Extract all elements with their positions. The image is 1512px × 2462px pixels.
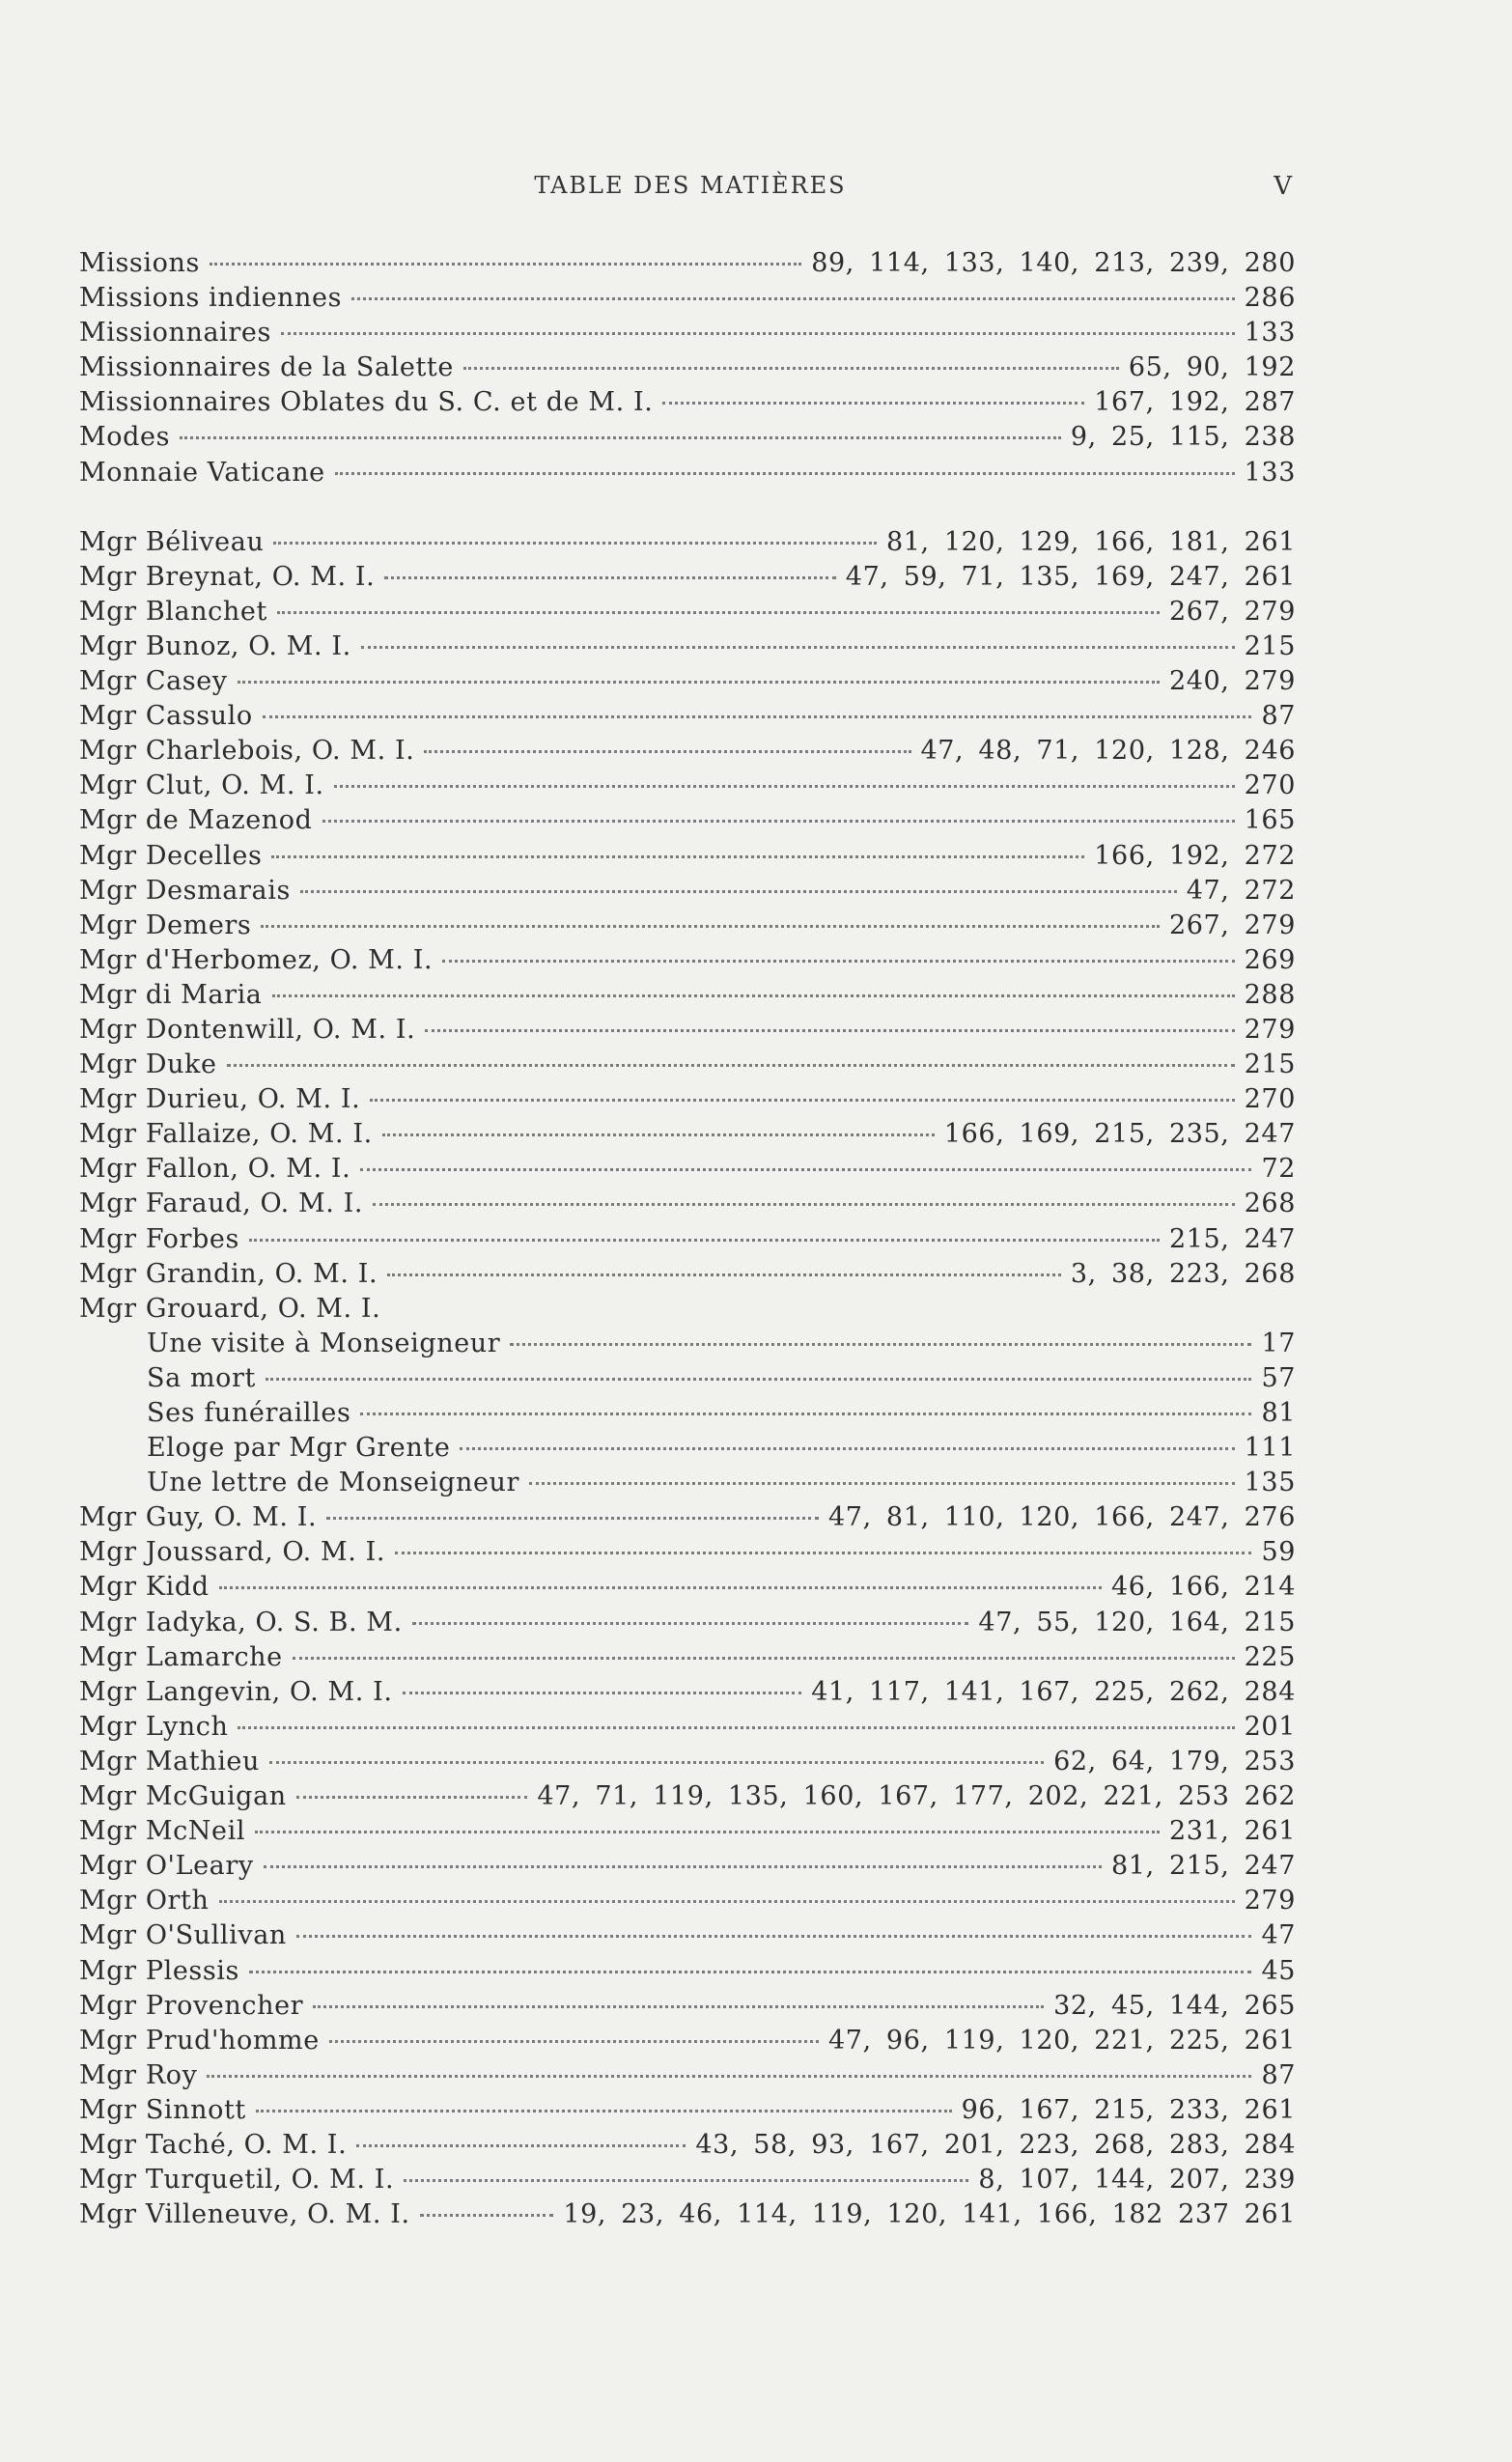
- toc-subentry: [79, 1396, 1296, 1431]
- entry-pages: 215, 247: [1168, 1223, 1296, 1254]
- entry-label: Une lettre de Monseigneur: [147, 1468, 520, 1498]
- entry-pages: 19, 23, 46, 114, 119, 120, 141, 166, 182 237 261: [563, 2199, 1296, 2230]
- dot-leader: [238, 681, 1160, 684]
- entry-pages: 59: [1261, 1537, 1296, 1568]
- entry-label: Mgr Bunoz, O. M. I.: [79, 630, 351, 661]
- entry-pages: 87: [1261, 2059, 1296, 2090]
- dot-leader: [360, 1168, 1251, 1171]
- dot-leader: [442, 960, 1234, 963]
- entry-pages: 231, 261: [1168, 1816, 1296, 1847]
- toc-entry: [79, 2163, 1296, 2197]
- entry-pages: 225: [1244, 1641, 1296, 1672]
- entry-pages: 81, 215, 247: [1111, 1851, 1296, 1882]
- toc-entry: [79, 1814, 1296, 1849]
- toc-entry: [79, 1570, 1296, 1605]
- toc-entry: [79, 525, 1296, 560]
- toc-entry: [79, 1606, 1296, 1640]
- dot-leader: [313, 2005, 1044, 2008]
- entry-pages: 3, 38, 223, 268: [1070, 1258, 1296, 1289]
- dot-leader: [404, 2179, 968, 2182]
- entry-label: Mgr Lynch: [79, 1711, 229, 1742]
- entry-pages: 62, 64, 179, 253: [1053, 1746, 1296, 1777]
- toc-entry: [79, 385, 1296, 420]
- toc-entry: [79, 2197, 1296, 2232]
- toc-entry: [79, 734, 1296, 769]
- toc-entry: [79, 2093, 1296, 2128]
- entry-label: Missions indiennes: [79, 283, 343, 314]
- toc-entry: [79, 420, 1296, 455]
- entry-label: Monnaie Vaticane: [79, 457, 325, 488]
- entry-pages: 269: [1244, 944, 1296, 975]
- dot-leader: [300, 890, 1177, 893]
- dot-leader: [249, 1239, 1160, 1242]
- entry-pages: 17: [1261, 1328, 1296, 1358]
- entry-label: Mgr Provencher: [79, 1990, 304, 2021]
- entry-label: Mgr Clut, O. M. I.: [79, 770, 324, 801]
- entry-label: Mgr Forbes: [79, 1223, 239, 1254]
- entry-pages: 45: [1261, 1955, 1296, 1986]
- dot-leader: [296, 1796, 528, 1799]
- dot-leader: [463, 367, 1119, 370]
- entry-label: Mgr Dontenwill, O. M. I.: [79, 1014, 416, 1045]
- entry-pages: 270: [1244, 770, 1296, 801]
- entry-pages: 47, 96, 119, 120, 221, 225, 261: [828, 2025, 1296, 2056]
- dot-leader: [256, 2110, 952, 2112]
- entry-pages: 215: [1244, 630, 1296, 661]
- dot-leader: [261, 925, 1160, 928]
- entry-pages: 32, 45, 144, 265: [1053, 1990, 1296, 2021]
- entry-pages: 167, 192, 287: [1094, 387, 1296, 418]
- toc-entry: [79, 2128, 1296, 2163]
- entry-pages: 267, 279: [1168, 596, 1296, 627]
- dot-leader: [326, 1517, 819, 1520]
- toc-entry: [79, 1918, 1296, 1953]
- entry-label: Missionnaires: [79, 318, 271, 349]
- toc-entry: [79, 874, 1296, 909]
- running-head: [77, 172, 1303, 205]
- entry-pages: 41, 117, 141, 167, 225, 262, 284: [811, 1676, 1296, 1707]
- dot-leader: [219, 1586, 1102, 1589]
- entry-pages: 135: [1244, 1468, 1296, 1498]
- entry-pages: 89, 114, 133, 140, 213, 239, 280: [811, 248, 1296, 278]
- entry-label: Mgr O'Sullivan: [79, 1920, 287, 1951]
- entry-pages: 240, 279: [1168, 666, 1296, 697]
- dot-leader: [277, 611, 1160, 614]
- dot-leader: [329, 2040, 819, 2043]
- entry-pages: 87: [1261, 701, 1296, 732]
- dot-leader: [356, 2144, 686, 2147]
- dot-leader: [180, 436, 1061, 439]
- entry-pages: 133: [1244, 457, 1296, 488]
- entry-pages: 166, 192, 272: [1094, 840, 1296, 871]
- dot-leader: [271, 855, 1084, 858]
- dot-leader: [255, 1831, 1160, 1833]
- entry-pages: 46, 166, 214: [1111, 1572, 1296, 1603]
- entry-pages: 279: [1244, 1014, 1296, 1045]
- dot-leader: [296, 1935, 1252, 1938]
- entry-label: Mgr O'Leary: [79, 1851, 254, 1882]
- entry-pages: 47, 81, 110, 120, 166, 247, 276: [828, 1502, 1296, 1533]
- toc-group: [79, 246, 1296, 490]
- entry-label: Mgr Iadyka, O. S. B. M.: [79, 1607, 403, 1637]
- toc-entry: [79, 316, 1296, 350]
- toc-entry: [79, 1082, 1296, 1117]
- toc-entry: [79, 1989, 1296, 2024]
- dot-leader: [210, 263, 801, 266]
- dot-leader: [322, 820, 1235, 823]
- dot-leader: [382, 1133, 935, 1136]
- entry-label: Mgr Fallaize, O. M. I.: [79, 1119, 373, 1150]
- dot-leader: [249, 1971, 1251, 1973]
- entry-label: Mgr Joussard, O. M. I.: [79, 1537, 386, 1568]
- dot-leader: [272, 994, 1235, 997]
- entry-pages: 270: [1244, 1084, 1296, 1115]
- toc-entry: [79, 629, 1296, 664]
- entry-pages: 133: [1244, 318, 1296, 349]
- entry-pages: 215: [1244, 1049, 1296, 1080]
- entry-label: Mgr Charlebois, O. M. I.: [79, 736, 415, 767]
- dot-leader: [351, 297, 1235, 300]
- entry-label: Mgr McNeil: [79, 1816, 246, 1847]
- dot-leader: [273, 542, 877, 545]
- entry-label: Mgr Cassulo: [79, 701, 253, 732]
- entry-label: Mgr Breynat, O. M. I.: [79, 561, 376, 592]
- toc-subentry: [79, 1327, 1296, 1361]
- dot-leader: [361, 646, 1235, 649]
- toc-entry: [79, 769, 1296, 803]
- entry-pages: 165: [1244, 805, 1296, 836]
- toc-entry: [79, 1257, 1296, 1292]
- entry-pages: 279: [1244, 1886, 1296, 1916]
- dot-leader: [360, 1413, 1251, 1415]
- entry-label: Missionnaires Oblates du S. C. et de M. I.: [79, 387, 654, 418]
- toc-entry: [79, 803, 1296, 838]
- entry-pages: 81: [1261, 1398, 1296, 1428]
- toc-entry: [79, 456, 1296, 490]
- entry-label: Mgr Decelles: [79, 840, 263, 871]
- dot-leader: [384, 576, 836, 579]
- toc-entry: [79, 1500, 1296, 1535]
- entry-label: Mgr Duke: [79, 1049, 217, 1080]
- entry-label: Mgr Demers: [79, 909, 252, 940]
- entry-label: Mgr McGuigan: [79, 1781, 287, 1812]
- dot-leader: [281, 332, 1235, 335]
- dot-leader: [373, 1203, 1235, 1206]
- dot-leader: [263, 715, 1252, 718]
- toc-entry: [79, 1152, 1296, 1187]
- dot-leader: [424, 750, 910, 753]
- entry-label: Mgr Taché, O. M. I.: [79, 2129, 348, 2160]
- toc-entry: [79, 350, 1296, 385]
- toc-entry: [79, 2024, 1296, 2058]
- entry-label: Mgr Langevin, O. M. I.: [79, 1676, 393, 1707]
- entry-label: Missionnaires de la Salette: [79, 352, 454, 383]
- dot-leader: [266, 1378, 1251, 1381]
- toc-entry: [79, 1222, 1296, 1257]
- toc-entry: [79, 560, 1296, 595]
- entry-pages: 65, 90, 192: [1128, 352, 1296, 383]
- entry-pages: 47, 272: [1186, 875, 1296, 906]
- toc-entry: [79, 1779, 1296, 1814]
- entry-pages: 47, 55, 120, 164, 215: [978, 1607, 1296, 1637]
- dot-leader: [395, 1552, 1251, 1554]
- entry-label: Sa mort: [147, 1362, 256, 1393]
- toc-entry: [79, 1117, 1296, 1152]
- toc-entry: [79, 943, 1296, 978]
- toc-entry: [79, 1954, 1296, 1989]
- toc-subentry: [79, 1466, 1296, 1500]
- entry-label: Mgr Grandin, O. M. I.: [79, 1258, 378, 1289]
- toc-entry: [79, 1292, 1296, 1327]
- table-of-contents: [79, 246, 1296, 2232]
- entry-pages: 9, 25, 115, 238: [1070, 422, 1296, 453]
- toc-entry: [79, 1849, 1296, 1884]
- entry-pages: 268: [1244, 1189, 1296, 1219]
- entry-label: Eloge par Mgr Grente: [147, 1433, 451, 1464]
- dot-leader: [207, 2075, 1251, 2078]
- dot-leader: [460, 1447, 1234, 1450]
- toc-entry: [79, 1675, 1296, 1710]
- toc-entry: [79, 978, 1296, 1013]
- entry-pages: 267, 279: [1168, 909, 1296, 940]
- entry-label: Mgr Mathieu: [79, 1746, 261, 1777]
- dot-leader: [370, 1099, 1234, 1102]
- entry-label: Mgr Turquetil, O. M. I.: [79, 2165, 395, 2196]
- toc-entry: [79, 1640, 1296, 1675]
- dot-leader: [412, 1622, 969, 1625]
- entry-label: Mgr Durieu, O. M. I.: [79, 1084, 361, 1115]
- entry-label: Mgr Kidd: [79, 1572, 210, 1603]
- entry-pages: 47, 48, 71, 120, 128, 246: [920, 736, 1296, 767]
- entry-pages: 286: [1244, 283, 1296, 314]
- entry-label: Mgr Plessis: [79, 1955, 240, 1986]
- entry-pages: 47, 71, 119, 135, 160, 167, 177, 202, 221, 253 262: [537, 1781, 1296, 1812]
- entry-pages: 43, 58, 93, 167, 201, 223, 268, 283, 284: [695, 2129, 1296, 2160]
- entry-label: Mgr Casey: [79, 666, 228, 697]
- entry-pages: 201: [1244, 1711, 1296, 1742]
- toc-entry: [79, 2058, 1296, 2093]
- dot-leader: [334, 785, 1235, 788]
- toc-entry: [79, 1884, 1296, 1918]
- toc-entry: [79, 909, 1296, 943]
- entry-pages: 288: [1244, 979, 1296, 1010]
- entry-pages: 8, 107, 144, 207, 239: [978, 2165, 1296, 2196]
- entry-pages: 166, 169, 215, 235, 247: [943, 1119, 1296, 1150]
- page-number: V: [1274, 172, 1292, 201]
- entry-label: Mgr Grouard, O. M. I.: [79, 1293, 381, 1324]
- dot-leader: [238, 1726, 1234, 1729]
- toc-entry: [79, 664, 1296, 699]
- entry-label: Mgr Fallon, O. M. I.: [79, 1154, 351, 1185]
- entry-label: Mgr Blanchet: [79, 596, 267, 627]
- toc-entry: [79, 246, 1296, 281]
- entry-label: Mgr Lamarche: [79, 1641, 283, 1672]
- entry-label: Mgr Desmarais: [79, 875, 291, 906]
- entry-pages: 47, 59, 71, 135, 169, 247, 261: [845, 561, 1296, 592]
- dot-leader: [510, 1343, 1251, 1346]
- toc-entry: [79, 1710, 1296, 1745]
- toc-entry: [79, 1535, 1296, 1570]
- toc-entry: [79, 595, 1296, 629]
- entry-label: Une visite à Monseigneur: [147, 1328, 501, 1358]
- entry-label: Mgr Villeneuve, O. M. I.: [79, 2199, 410, 2230]
- dot-leader: [219, 1900, 1235, 1903]
- dot-leader: [227, 1064, 1235, 1067]
- dot-leader: [662, 402, 1084, 405]
- entry-label: Modes: [79, 422, 171, 453]
- dot-leader: [425, 1029, 1234, 1032]
- entry-label: Mgr Orth: [79, 1886, 210, 1916]
- entry-label: Mgr Faraud, O. M. I.: [79, 1189, 364, 1219]
- entry-label: Ses funérailles: [147, 1398, 351, 1428]
- entry-label: Missions: [79, 248, 200, 278]
- dot-leader: [269, 1761, 1044, 1764]
- entry-pages: 111: [1244, 1433, 1296, 1464]
- entry-label: Mgr de Mazenod: [79, 805, 313, 836]
- entry-pages: 81, 120, 129, 166, 181, 261: [885, 526, 1296, 557]
- entry-label: Mgr Guy, O. M. I.: [79, 1502, 318, 1533]
- entry-label: Mgr Roy: [79, 2059, 198, 2090]
- dot-leader: [387, 1273, 1061, 1276]
- toc-group: [79, 525, 1296, 2233]
- entry-pages: 57: [1261, 1362, 1296, 1393]
- entry-pages: 96, 167, 215, 233, 261: [961, 2094, 1296, 2125]
- toc-entry: [79, 1745, 1296, 1779]
- entry-label: Mgr Béliveau: [79, 526, 265, 557]
- toc-subentry: [79, 1361, 1296, 1396]
- entry-pages: 72: [1261, 1154, 1296, 1185]
- entry-label: Mgr d'Herbomez, O. M. I.: [79, 944, 434, 975]
- toc-entry: [79, 1013, 1296, 1048]
- dot-leader: [293, 1657, 1235, 1660]
- entry-label: Mgr Sinnott: [79, 2094, 246, 2125]
- entry-label: Mgr Prud'homme: [79, 2025, 320, 2056]
- dot-leader: [529, 1482, 1235, 1485]
- dot-leader: [403, 1692, 802, 1694]
- toc-entry: [79, 699, 1296, 734]
- dot-leader: [335, 472, 1235, 475]
- entry-label: Mgr di Maria: [79, 979, 263, 1010]
- toc-entry: [79, 1048, 1296, 1082]
- dot-leader: [420, 2214, 554, 2217]
- toc-entry: [79, 281, 1296, 316]
- toc-entry: [79, 839, 1296, 874]
- entry-pages: 47: [1261, 1920, 1296, 1951]
- toc-subentry: [79, 1431, 1296, 1466]
- toc-entry: [79, 1187, 1296, 1221]
- dot-leader: [264, 1865, 1102, 1868]
- running-title: TABLE DES MATIÈRES: [534, 172, 847, 199]
